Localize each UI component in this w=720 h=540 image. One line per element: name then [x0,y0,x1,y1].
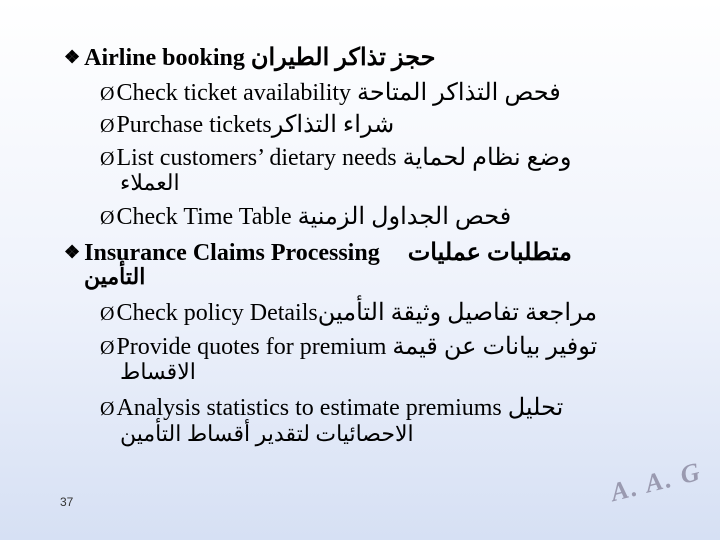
item-ar-continuation: العملاء [120,170,180,195]
item-en: List customers’ dietary needs [116,145,397,171]
arrow-bullet-icon: Ø [100,148,115,170]
item-ar: وضع نظام لحماية [402,145,572,171]
item-en: Check ticket availability [116,80,352,106]
item-ar: حجز تذاكر الطيران [250,45,436,71]
item-en: Airline booking [84,45,245,71]
item-ar-continuation: التأمين [84,264,146,289]
logo: A. A. G [607,456,705,508]
item-en: Provide quotes for premium [116,334,387,360]
item-en: Check policy Details [116,300,318,326]
subitem-check-policy [100,298,597,329]
item-ar: مراجعة تفاصيل وثيقة التأمين [317,300,598,326]
item-en: Purchase tickets [116,112,272,138]
item-en: Insurance Claims Processing [84,240,380,266]
item-ar: فحص الجداول الزمنية [297,204,512,230]
item-ar: توفير بيانات عن قيمة [392,334,598,360]
arrow-bullet-icon: Ø [100,303,115,325]
arrow-bullet-icon: Ø [100,207,115,229]
diamond-bullet-icon: ❖ [64,242,81,262]
subitem-analysis-statistics [100,393,563,424]
item-ar-continuation: الاحصائيات لتقدير أقساط التأمين [120,421,414,446]
item-ar: متطلبات عمليات [407,240,572,266]
page-number: 37 [60,495,74,509]
item-en: Analysis statistics to estimate premiums [116,395,502,421]
item-ar-continuation: الاقساط [120,359,196,384]
item-ar: شراء التذاكر [271,112,395,138]
arrow-bullet-icon: Ø [100,83,115,105]
subitem-check-time-table [100,202,511,233]
subitem-purchase-tickets [100,110,394,141]
item-ar: فحص التذاكر المتاحة [357,80,561,106]
arrow-bullet-icon: Ø [100,115,115,137]
subitem-check-ticket [100,78,561,109]
arrow-bullet-icon: Ø [100,337,115,359]
heading-airline-booking [64,42,435,73]
item-ar: تحليل [507,395,564,421]
item-en: Check Time Table [116,204,292,230]
arrow-bullet-icon: Ø [100,398,115,420]
diamond-bullet-icon: ❖ [64,47,81,67]
